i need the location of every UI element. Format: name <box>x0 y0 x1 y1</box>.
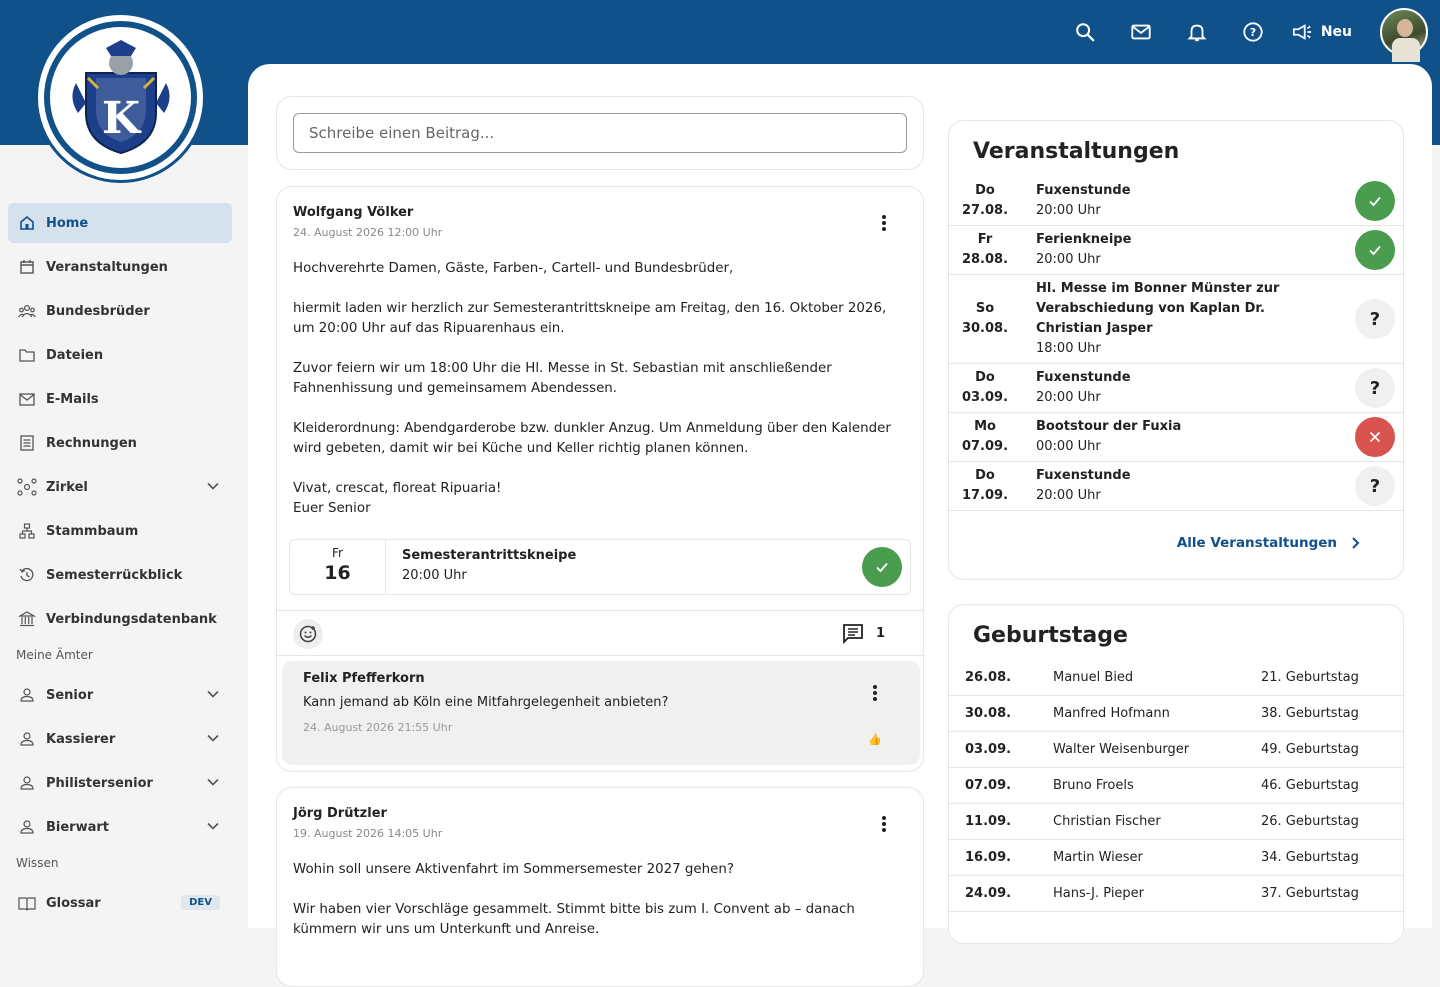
post-author[interactable]: Jörg Drützler <box>293 806 387 821</box>
more-options-icon[interactable] <box>872 683 878 703</box>
dev-badge: DEV <box>181 895 220 910</box>
birthday-age: 49. Geburtstag <box>1261 742 1359 757</box>
fraternity-logo[interactable] <box>35 12 206 183</box>
event-date-text: 30.08. <box>961 321 1009 336</box>
comment-author[interactable]: Felix Pfefferkorn <box>303 671 425 686</box>
chevron-down-icon[interactable] <box>206 479 220 497</box>
section-heading-aemter: Meine Ämter <box>16 648 93 662</box>
event-title: Hl. Messe im Bonner Münster zur Verabschiedung von Kaplan Dr. Christian Jasper <box>1036 281 1280 336</box>
sidebar-item-emails[interactable] <box>8 379 232 419</box>
comment-date: 24. August 2026 21:55 Uhr <box>303 721 453 734</box>
compose-card <box>276 96 924 170</box>
bank-icon <box>18 610 36 628</box>
birthday-name: Walter Weisenburger <box>1053 742 1190 757</box>
sidebar-item-label: Dateien <box>46 347 104 363</box>
birthday-date: 03.09. <box>965 742 1012 757</box>
birthday-name: Christian Fischer <box>1053 814 1161 829</box>
all-events-link[interactable] <box>1177 535 1361 551</box>
rsvp-yes-button[interactable] <box>1355 181 1395 221</box>
sidebar-item-label: Senior <box>46 687 94 703</box>
birthday-age: 34. Geburtstag <box>1261 850 1359 865</box>
news-button[interactable] <box>1291 22 1352 42</box>
post-date: 19. August 2026 14:05 Uhr <box>293 827 443 840</box>
sidebar-item-bierwart[interactable] <box>8 807 232 847</box>
sidebar-item-stammbaum[interactable] <box>8 511 232 551</box>
add-reaction-icon[interactable] <box>293 619 323 649</box>
user-avatar[interactable] <box>1380 8 1428 56</box>
event-title: Ferienkneipe <box>1036 232 1132 247</box>
birthday-age: 37. Geburtstag <box>1261 886 1359 901</box>
event-date <box>949 230 1021 270</box>
comment <box>282 661 920 765</box>
birthday-row[interactable] <box>949 876 1403 912</box>
event-info <box>1036 466 1336 506</box>
sidebar-item-label: Kassierer <box>46 731 116 747</box>
sidebar-item-label: Semesterrückblick <box>46 567 183 583</box>
book-icon <box>18 894 36 912</box>
check-icon <box>1367 242 1383 258</box>
sidebar-item-kassierer[interactable] <box>8 719 232 759</box>
birthdays-title: Geburtstage <box>973 623 1128 648</box>
event-day-name: Fr <box>332 546 343 560</box>
event-date <box>949 368 1021 408</box>
sidebar-item-label: Verbindungsdatenbank <box>46 611 217 627</box>
event-row[interactable] <box>949 226 1403 275</box>
main-content <box>248 64 1432 937</box>
event-date-text: 03.09. <box>961 390 1009 405</box>
event-time: 20:00 Uhr <box>402 568 467 583</box>
birthday-row[interactable] <box>949 660 1403 696</box>
event-time: 20:00 Uhr <box>1036 488 1101 503</box>
chevron-down-icon[interactable] <box>206 731 220 749</box>
birthday-row[interactable] <box>949 696 1403 732</box>
history-icon <box>18 566 36 584</box>
svg-text:?: ? <box>1249 26 1257 40</box>
help-icon[interactable] <box>1225 8 1281 56</box>
event-date <box>949 299 1021 339</box>
sidebar-item-glossar[interactable] <box>8 883 232 923</box>
sidebar <box>0 145 248 936</box>
mail-icon[interactable] <box>1113 8 1169 56</box>
event-time: 20:00 Uhr <box>1036 390 1101 405</box>
post-card <box>276 186 924 772</box>
event-title: Fuxenstunde <box>1036 183 1131 198</box>
check-icon <box>1367 193 1383 209</box>
event-title: Semesterantrittskneipe <box>402 548 577 563</box>
event-row[interactable] <box>949 462 1403 511</box>
post-paragraph: Kleiderordnung: Abendgarderobe bzw. dunkler Anzug. Um Anmeldung über den Kalender wird gebeten, damit wir bei Küche und Keller richtig planen können. <box>293 421 891 456</box>
sidebar-item-label: Glossar <box>46 895 101 911</box>
event-time: 20:00 Uhr <box>1036 252 1101 267</box>
comments-button[interactable] <box>842 623 885 643</box>
event-date <box>949 417 1021 457</box>
calendar-icon <box>18 258 36 276</box>
comment-text: Kann jemand ab Köln eine Mitfahrgelegenheit anbieten? <box>303 695 669 710</box>
event-row[interactable] <box>949 364 1403 413</box>
event-weekday: Do <box>975 468 995 483</box>
sidebar-item-dateien[interactable] <box>8 335 232 375</box>
event-date-block <box>290 540 386 594</box>
event-day-number: 16 <box>324 562 351 584</box>
rsvp-undecided-button[interactable]: ? <box>1355 368 1395 408</box>
sidebar-item-semesterrueckblick[interactable] <box>8 555 232 595</box>
post-paragraph: Wohin soll unsere Aktivenfahrt im Sommersemester 2027 gehen? <box>293 862 734 877</box>
invoice-icon <box>18 434 36 452</box>
event-row[interactable] <box>949 275 1403 364</box>
event-weekday: Do <box>975 183 995 198</box>
sidebar-item-philistersenior[interactable] <box>8 763 232 803</box>
people-icon <box>18 302 36 320</box>
top-actions <box>1057 8 1440 56</box>
sidebar-item-label: Philistersenior <box>46 775 153 791</box>
birthday-name: Manuel Bied <box>1053 670 1134 685</box>
post-body <box>293 860 905 960</box>
post-paragraph: Hochverehrte Damen, Gäste, Farben-, Cartell- und Bundesbrüder, <box>293 261 734 276</box>
post-paragraph: Wir haben vier Vorschläge gesammelt. Stimmt bitte bis zum I. Convent ab – danach kümmern wir uns um Unterkunft und Anreise. <box>293 902 855 937</box>
sidebar-item-label: Zirkel <box>46 479 88 495</box>
sidebar-item-rechnungen[interactable] <box>8 423 232 463</box>
birthday-name: Hans-J. Pieper <box>1053 886 1145 901</box>
thumbs-up-icon[interactable]: 👍 <box>868 733 882 746</box>
event-date-text: 07.09. <box>961 439 1009 454</box>
comment-icon <box>842 623 864 643</box>
post-paragraph: hiermit laden wir herzlich zur Semesterantrittskneipe am Freitag, den 16. Oktober 2026, um 20:00 Uhr auf das Ripuarenhaus ein. <box>293 301 887 336</box>
person-icon <box>18 730 36 748</box>
section-heading-wissen: Wissen <box>16 856 59 870</box>
event-row[interactable] <box>949 177 1403 226</box>
sidebar-item-zirkel[interactable] <box>8 467 232 507</box>
event-title: Fuxenstunde <box>1036 370 1131 385</box>
person-icon <box>18 774 36 792</box>
person-icon <box>18 818 36 836</box>
svg-text:K: K <box>101 92 140 144</box>
sidebar-item-verbindungsdatenbank[interactable] <box>8 599 232 639</box>
person-icon <box>18 686 36 704</box>
birthday-date: 26.08. <box>965 670 1012 685</box>
post-closing: Vivat, crescat, floreat Ripuaria! <box>293 481 502 496</box>
sidebar-item-senior[interactable] <box>8 675 232 715</box>
event-title: Fuxenstunde <box>1036 468 1131 483</box>
events-title: Veranstaltungen <box>973 139 1180 164</box>
birthday-age: 38. Geburtstag <box>1261 706 1359 721</box>
mail-icon <box>18 390 36 408</box>
rsvp-yes-button[interactable] <box>1355 230 1395 270</box>
post-signature: Euer Senior <box>293 501 371 516</box>
rsvp-undecided-button[interactable]: ? <box>1355 299 1395 339</box>
birthday-name: Martin Wieser <box>1053 850 1143 865</box>
event-row[interactable] <box>949 413 1403 462</box>
more-options-icon[interactable] <box>881 814 887 834</box>
network-icon <box>18 478 36 496</box>
event-date <box>949 466 1021 506</box>
bell-icon[interactable] <box>1169 8 1225 56</box>
sidebar-item-label: Veranstaltungen <box>46 259 168 275</box>
comment-count: 1 <box>875 625 885 641</box>
folder-icon <box>18 346 36 364</box>
sidebar-item-label: Bierwart <box>46 819 110 835</box>
rsvp-no-button[interactable] <box>1355 417 1395 457</box>
sidebar-item-label: Home <box>46 215 89 231</box>
birthday-date: 16.09. <box>965 850 1012 865</box>
reaction-bar <box>277 610 925 656</box>
chevron-down-icon[interactable] <box>206 775 220 793</box>
birthday-name: Bruno Froels <box>1053 778 1134 793</box>
close-icon <box>1368 430 1382 444</box>
event-weekday: Fr <box>977 232 993 247</box>
megaphone-icon <box>1291 22 1313 42</box>
event-date-text: 28.08. <box>961 252 1009 267</box>
event-info <box>1036 417 1336 457</box>
event-info <box>1036 368 1336 408</box>
post-date: 24. August 2026 12:00 Uhr <box>293 226 443 239</box>
birthday-name: Manfred Hofmann <box>1053 706 1170 721</box>
more-options-icon[interactable] <box>881 213 887 233</box>
birthday-date: 24.09. <box>965 886 1012 901</box>
event-info <box>1036 230 1336 270</box>
sidebar-item-label: Rechnungen <box>46 435 137 451</box>
birthday-date: 11.09. <box>965 814 1012 829</box>
event-info <box>1036 279 1326 359</box>
sidebar-item-label: Bundesbrüder <box>46 303 150 319</box>
news-label: Neu <box>1320 24 1352 40</box>
event-weekday: Do <box>975 370 995 385</box>
events-card <box>948 120 1404 580</box>
event-title: Bootstour der Fuxia <box>1036 419 1182 434</box>
birthday-row[interactable] <box>949 804 1403 840</box>
home-icon <box>18 214 36 232</box>
event-weekday: So <box>975 301 995 316</box>
birthday-row[interactable] <box>949 840 1403 876</box>
birthday-date: 30.08. <box>965 706 1012 721</box>
rsvp-undecided-button[interactable]: ? <box>1355 466 1395 506</box>
chevron-down-icon[interactable] <box>206 687 220 705</box>
compose-input[interactable]: Schreibe einen Beitrag... <box>293 113 907 153</box>
event-info <box>1036 181 1336 221</box>
event-time: 00:00 Uhr <box>1036 439 1101 454</box>
sidebar-item-label: E-Mails <box>46 391 99 407</box>
post-card <box>276 787 924 987</box>
birthday-age: 21. Geburtstag <box>1261 670 1359 685</box>
post-paragraph: Zuvor feiern wir um 18:00 Uhr die Hl. Messe in St. Sebastian mit anschließender Fahnenhissung und gemeinsamem Abendessen. <box>293 361 832 396</box>
post-body <box>293 259 905 519</box>
check-icon <box>874 559 890 575</box>
search-icon[interactable] <box>1057 8 1113 56</box>
post-event-attachment[interactable] <box>289 539 911 595</box>
birthday-row[interactable] <box>949 732 1403 768</box>
birthday-age: 26. Geburtstag <box>1261 814 1359 829</box>
event-time: 18:00 Uhr <box>1036 341 1101 356</box>
birthdays-card <box>948 604 1404 944</box>
chevron-right-icon <box>1351 536 1361 550</box>
event-time: 20:00 Uhr <box>1036 203 1101 218</box>
sidebar-item-veranstaltungen[interactable] <box>8 247 232 287</box>
sidebar-item-label: Stammbaum <box>46 523 139 539</box>
event-date-text: 17.09. <box>961 488 1009 503</box>
sidebar-item-bundesbrueder[interactable] <box>8 291 232 331</box>
birthday-date: 07.09. <box>965 778 1012 793</box>
chevron-down-icon[interactable] <box>206 819 220 837</box>
sidebar-item-home[interactable] <box>8 203 232 243</box>
event-date <box>949 181 1021 221</box>
rsvp-yes-button[interactable] <box>862 547 902 587</box>
birthday-age: 46. Geburtstag <box>1261 778 1359 793</box>
event-weekday: Mo <box>974 419 996 434</box>
all-events-label: Alle Veranstaltungen <box>1176 535 1337 551</box>
post-author[interactable]: Wolfgang Völker <box>293 205 414 220</box>
tree-icon <box>18 522 36 540</box>
birthday-row[interactable] <box>949 768 1403 804</box>
event-date-text: 27.08. <box>961 203 1009 218</box>
